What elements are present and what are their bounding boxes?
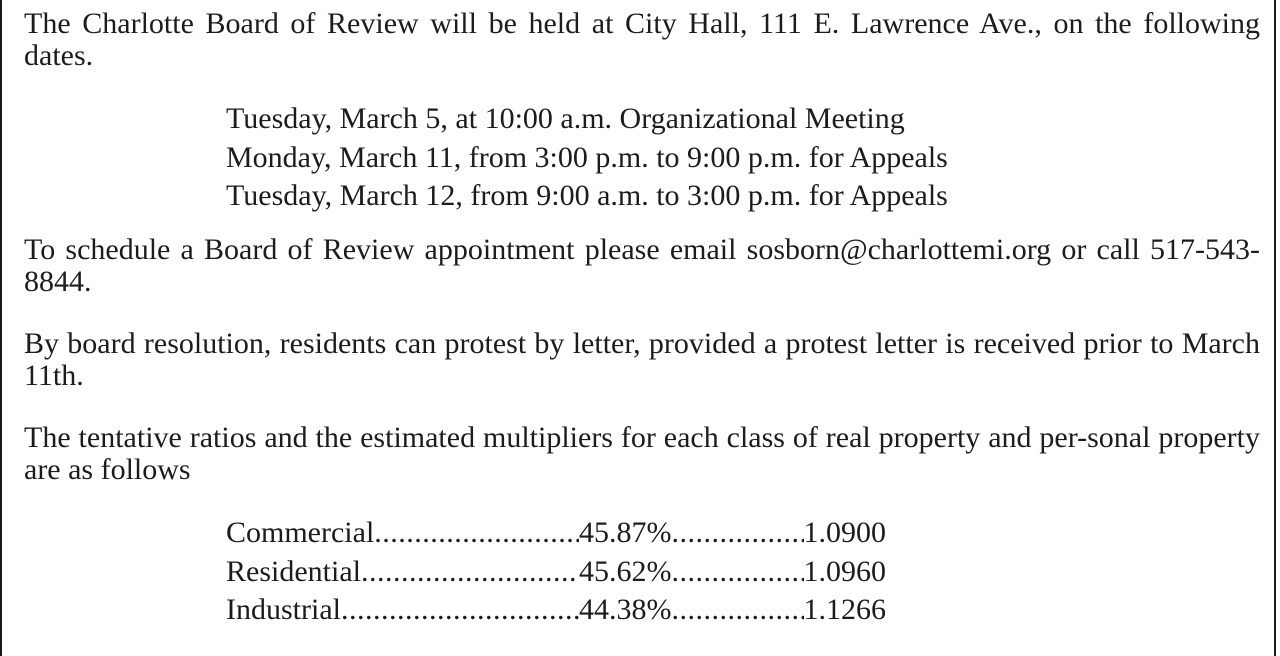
- dot-leader: [672, 591, 804, 630]
- estimated-multiplier: 1.1266: [803, 593, 886, 626]
- property-class: Commercial: [226, 516, 375, 549]
- property-class: Industrial: [226, 593, 341, 626]
- dot-leader: [341, 591, 579, 630]
- ratios-table: [226, 514, 886, 630]
- ratio-row-commercial: [226, 514, 886, 553]
- tentative-ratio: 45.87%: [579, 516, 672, 549]
- appointment-paragraph: To schedule a Board of Review appointment please email sosborn@charlottemi.org or call 517-543-8844.: [24, 233, 1260, 298]
- protest-paragraph: By board resolution, residents can protest by letter, provided a protest letter is received prior to March 11th.: [24, 327, 1260, 392]
- meeting-date-item: Tuesday, March 5, at 10:00 a.m. Organizational Meeting: [226, 102, 905, 135]
- dot-leader: [374, 514, 579, 553]
- property-class: Residential: [226, 554, 361, 588]
- meeting-dates-list: [226, 100, 948, 216]
- ratio-row-residential: [226, 553, 886, 592]
- dot-leader: [672, 553, 804, 592]
- estimated-multiplier: 1.0960: [803, 554, 886, 588]
- ratios-intro-paragraph: The tentative ratios and the estimated multipliers for each class of real property and per-sonal property are as follows: [24, 421, 1260, 486]
- estimated-multiplier: 1.0900: [803, 516, 886, 549]
- tentative-ratio: 44.38%: [579, 593, 672, 626]
- dot-leader: [361, 553, 579, 592]
- meeting-date-item: Monday, March 11, from 3:00 p.m. to 9:00 p.m. for Appeals: [226, 140, 948, 174]
- intro-paragraph: The Charlotte Board of Review will be held at City Hall, 111 E. Lawrence Ave., on the following dates.: [24, 7, 1260, 72]
- dot-leader: [672, 514, 804, 553]
- meeting-date-item: Tuesday, March 12, from 9:00 a.m. to 3:00 p.m. for Appeals: [226, 179, 948, 212]
- ratio-row-industrial: [226, 591, 886, 630]
- tentative-ratio: 45.62%: [579, 554, 672, 588]
